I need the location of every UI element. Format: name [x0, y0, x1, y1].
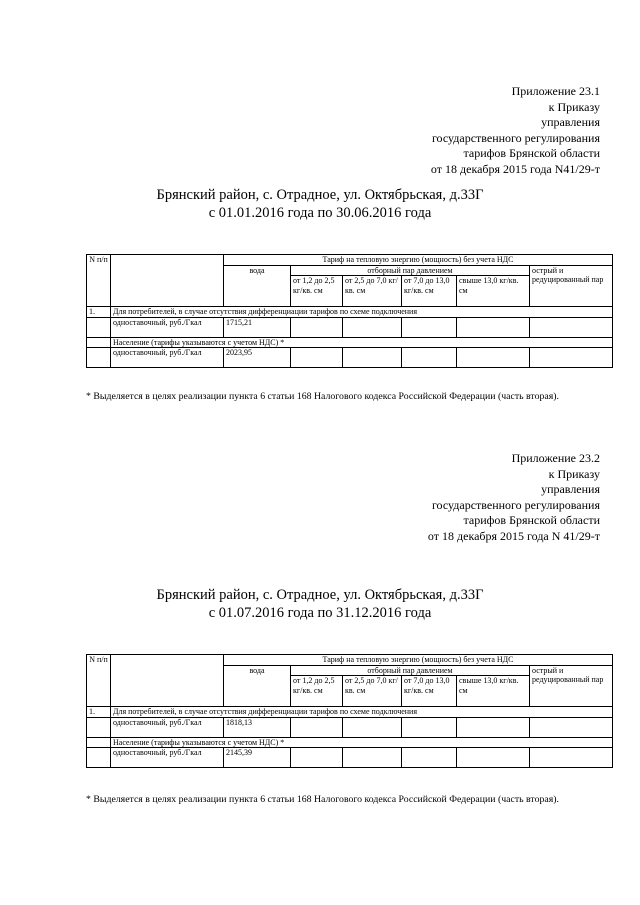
blank-header-cell — [224, 676, 291, 707]
col-steam-4-header: свыше 13,0 кг/кв. см — [457, 276, 530, 307]
appendix-line: от 18 декабря 2015 года N41/29-т — [430, 161, 600, 176]
appendix-line: управления — [541, 115, 600, 129]
col-steam-3-header: от 7,0 до 13,0 кг/кв. см — [402, 676, 457, 707]
col-reduced-steam-header: острый и редуцированный пар — [530, 265, 613, 307]
blank-cell — [291, 317, 343, 337]
tariff-main-header: Тариф на тепловую энергию (мощность) без учета НДС — [224, 255, 613, 266]
title-line: Брянский район, с. Отрадное, ул. Октябрьская, д.33Г — [156, 587, 484, 603]
appendix-line: управления — [541, 482, 600, 496]
rate-label: одноставочный, руб./Гкал — [111, 748, 224, 768]
blank-cell — [530, 348, 613, 368]
rate-value-water: 1715,21 — [224, 317, 291, 337]
footnote-2: * Выделяется в целях реализации пункта 6 статьи 168 Налогового кодекса Российской Федерации (часть вторая). — [86, 794, 559, 805]
table-row — [87, 707, 613, 718]
row-number: 1. — [87, 707, 111, 718]
table-row — [87, 337, 613, 348]
title-line: Брянский район, с. Отрадное, ул. Октябрьская, д.33Г — [156, 187, 484, 203]
blank-header-cell — [87, 265, 111, 276]
blank-cell — [343, 748, 402, 768]
footnote-1: * Выделяется в целях реализации пункта 6 статьи 168 Налогового кодекса Российской Федерации (часть вторая). — [86, 391, 559, 402]
appendix-line: к Приказу — [548, 99, 600, 114]
table-row — [87, 348, 613, 368]
blank-cell — [343, 717, 402, 737]
appendix-line: государственного регулирования — [431, 130, 600, 145]
group-label: Население (тарифы указываются с учетом НДС) * — [111, 337, 613, 348]
blank-cell — [457, 317, 530, 337]
table-row — [87, 717, 613, 737]
col-reduced-steam-header: острый и редуцированный пар — [530, 665, 613, 707]
col-steam-3-header: от 7,0 до 13,0 кг/кв. см — [402, 276, 457, 307]
col-number-header: N п/п — [87, 255, 111, 266]
appendix-header-2 — [428, 451, 600, 544]
blank-cell — [457, 717, 530, 737]
group-label: Для потребителей, в случае отсутствия дифференциации тарифов по схеме подключения — [111, 307, 613, 318]
col-steam-2-header: от 2,5 до 7,0 кг/кв. см — [343, 276, 402, 307]
col-water-header: вода — [224, 665, 291, 676]
blank-cell — [402, 717, 457, 737]
blank-header-cell — [224, 276, 291, 307]
rate-label: одноставочный, руб./Гкал — [111, 317, 224, 337]
blank-cell — [87, 348, 111, 368]
blank-header-cell — [111, 265, 224, 276]
blank-cell — [402, 348, 457, 368]
document-title-1 — [0, 186, 640, 222]
blank-cell — [402, 748, 457, 768]
appendix-line: к Приказу — [548, 466, 600, 481]
blank-cell — [402, 317, 457, 337]
table-row — [87, 748, 613, 768]
appendix-line: тарифов Брянской области — [463, 513, 600, 527]
blank-header-cell — [87, 676, 111, 707]
col-steam-4-header: свыше 13,0 кг/кв. см — [457, 676, 530, 707]
rate-value-water: 2023,95 — [224, 348, 291, 368]
appendix-line: государственного регулирования — [431, 497, 600, 512]
table-row — [87, 737, 613, 748]
blank-cell — [530, 748, 613, 768]
blank-cell — [291, 717, 343, 737]
blank-header-cell — [111, 655, 224, 666]
appendix-line: Приложение 23.2 — [511, 451, 600, 465]
blank-cell — [457, 748, 530, 768]
rate-label: одноставочный, руб./Гкал — [111, 348, 224, 368]
blank-cell — [87, 717, 111, 737]
appendix-line: Приложение 23.1 — [511, 84, 600, 98]
blank-header-cell — [87, 665, 111, 676]
appendix-line: от 18 декабря 2015 года N 41/29-т — [427, 528, 600, 543]
blank-cell — [457, 348, 530, 368]
col-steam-1-header: от 1,2 до 2,5 кг/кв. см — [291, 676, 343, 707]
blank-cell — [291, 748, 343, 768]
row-number: 1. — [87, 307, 111, 318]
blank-header-cell — [111, 255, 224, 266]
group-label: Население (тарифы указываются с учетом НДС) * — [111, 737, 613, 748]
tariff-main-header: Тариф на тепловую энергию (мощность) без учета НДС — [224, 655, 613, 666]
blank-cell — [87, 748, 111, 768]
tariff-table-2 — [86, 654, 613, 768]
col-steam-2-header: от 2,5 до 7,0 кг/кв. см — [343, 676, 402, 707]
rate-value-water: 2145,39 — [224, 748, 291, 768]
blank-cell — [291, 348, 343, 368]
table-row — [87, 307, 613, 318]
blank-header-cell — [111, 665, 224, 676]
blank-cell — [343, 348, 402, 368]
group-label: Для потребителей, в случае отсутствия дифференциации тарифов по схеме подключения — [111, 707, 613, 718]
blank-header-cell — [111, 676, 224, 707]
table-row — [87, 317, 613, 337]
rate-value-water: 1818,13 — [224, 717, 291, 737]
col-steam-1-header: от 1,2 до 2,5 кг/кв. см — [291, 276, 343, 307]
blank-header-cell — [111, 276, 224, 307]
blank-cell — [87, 317, 111, 337]
col-water-header: вода — [224, 265, 291, 276]
rate-label: одноставочный, руб./Гкал — [111, 717, 224, 737]
blank-cell — [343, 317, 402, 337]
col-steam-header: отборный пар давлением — [291, 265, 530, 276]
document-title-2 — [0, 586, 640, 622]
title-line: с 01.01.2016 года по 30.06.2016 года — [208, 205, 432, 221]
blank-cell — [87, 737, 111, 748]
tariff-table-1 — [86, 254, 613, 368]
blank-cell — [530, 717, 613, 737]
appendix-line: тарифов Брянской области — [463, 146, 600, 160]
blank-header-cell — [87, 276, 111, 307]
blank-cell — [530, 317, 613, 337]
appendix-header-1 — [431, 84, 600, 177]
blank-cell — [87, 337, 111, 348]
title-line: с 01.07.2016 года по 31.12.2016 года — [208, 605, 432, 621]
col-steam-header: отборный пар давлением — [291, 665, 530, 676]
col-number-header: N п/п — [87, 655, 111, 666]
